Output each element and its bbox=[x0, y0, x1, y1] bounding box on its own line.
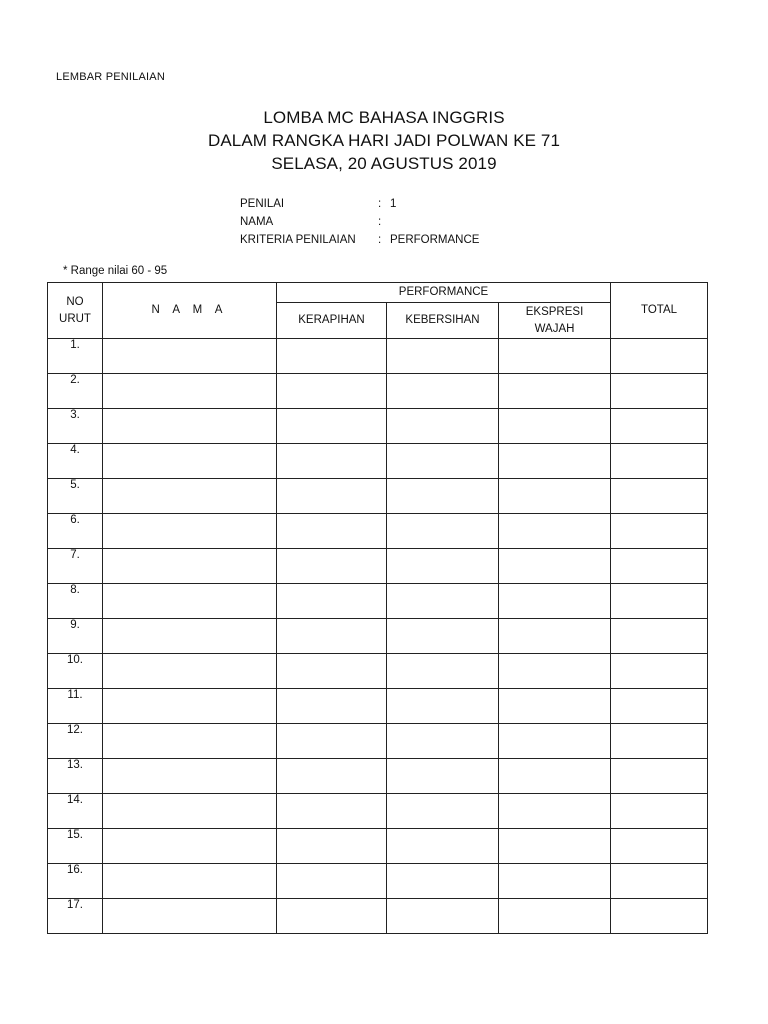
kerapihan-cell[interactable] bbox=[277, 829, 387, 864]
nama-cell[interactable] bbox=[103, 444, 277, 479]
kerapihan-cell[interactable] bbox=[277, 654, 387, 689]
total-cell[interactable] bbox=[611, 724, 708, 759]
kriteria-sep: : bbox=[378, 234, 382, 246]
row-number: 15. bbox=[48, 829, 103, 864]
kebersihan-cell[interactable] bbox=[387, 514, 499, 549]
nama-cell[interactable] bbox=[103, 689, 277, 724]
score-table bbox=[47, 282, 708, 934]
kebersihan-cell[interactable] bbox=[387, 619, 499, 654]
header-total: TOTAL bbox=[611, 283, 708, 339]
row-number: 14. bbox=[48, 794, 103, 829]
ekspresi-wajah-cell[interactable] bbox=[499, 724, 611, 759]
header-nama-label: N A M A bbox=[151, 304, 228, 316]
row-number: 10. bbox=[48, 654, 103, 689]
kebersihan-cell[interactable] bbox=[387, 864, 499, 899]
header-no-urut-line1: NO bbox=[66, 295, 84, 308]
info-row-kriteria bbox=[240, 231, 479, 249]
header-ekspresi-wajah bbox=[499, 303, 611, 339]
nama-cell[interactable] bbox=[103, 759, 277, 794]
header-no-urut bbox=[48, 283, 103, 339]
table-row bbox=[48, 514, 708, 549]
kebersihan-cell[interactable] bbox=[387, 899, 499, 934]
nama-cell[interactable] bbox=[103, 374, 277, 409]
header-nama bbox=[103, 283, 277, 339]
table-row bbox=[48, 829, 708, 864]
row-number: 17. bbox=[48, 899, 103, 934]
kebersihan-cell[interactable] bbox=[387, 794, 499, 829]
total-cell[interactable] bbox=[611, 444, 708, 479]
table-row bbox=[48, 899, 708, 934]
kebersihan-cell[interactable] bbox=[387, 584, 499, 619]
table-row bbox=[48, 619, 708, 654]
ekspresi-wajah-cell[interactable] bbox=[499, 829, 611, 864]
total-cell[interactable] bbox=[611, 759, 708, 794]
kerapihan-cell[interactable] bbox=[277, 899, 387, 934]
title-block bbox=[0, 106, 768, 175]
kerapihan-cell[interactable] bbox=[277, 689, 387, 724]
table-row bbox=[48, 584, 708, 619]
total-cell[interactable] bbox=[611, 339, 708, 374]
ekspresi-wajah-cell[interactable] bbox=[499, 514, 611, 549]
kebersihan-cell[interactable] bbox=[387, 759, 499, 794]
nama-cell[interactable] bbox=[103, 724, 277, 759]
nama-cell[interactable] bbox=[103, 829, 277, 864]
kerapihan-cell[interactable] bbox=[277, 374, 387, 409]
header-no-urut-line2: URUT bbox=[59, 312, 91, 325]
kerapihan-cell[interactable] bbox=[277, 619, 387, 654]
kerapihan-cell[interactable] bbox=[277, 724, 387, 759]
row-number: 5. bbox=[48, 479, 103, 514]
kebersihan-cell[interactable] bbox=[387, 689, 499, 724]
table-row bbox=[48, 759, 708, 794]
kebersihan-cell[interactable] bbox=[387, 479, 499, 514]
table-row bbox=[48, 479, 708, 514]
penilai-sep: : bbox=[378, 198, 382, 210]
range-note: * Range nilai 60 - 95 bbox=[63, 265, 168, 277]
kebersihan-cell[interactable] bbox=[387, 654, 499, 689]
kebersihan-cell[interactable] bbox=[387, 444, 499, 479]
table-row bbox=[48, 724, 708, 759]
kerapihan-cell[interactable] bbox=[277, 549, 387, 584]
title-line-3: SELASA, 20 AGUSTUS 2019 bbox=[271, 154, 497, 173]
kerapihan-cell[interactable] bbox=[277, 864, 387, 899]
ekspresi-wajah-cell[interactable] bbox=[499, 794, 611, 829]
kerapihan-cell[interactable] bbox=[277, 479, 387, 514]
nama-cell[interactable] bbox=[103, 619, 277, 654]
total-cell[interactable] bbox=[611, 409, 708, 444]
title-line-1: LOMBA MC BAHASA INGGRIS bbox=[263, 108, 505, 127]
ekspresi-wajah-cell[interactable] bbox=[499, 549, 611, 584]
ekspresi-wajah-cell[interactable] bbox=[499, 619, 611, 654]
ekspresi-wajah-cell[interactable] bbox=[499, 654, 611, 689]
nama-sep: : bbox=[378, 216, 382, 228]
kerapihan-cell[interactable] bbox=[277, 759, 387, 794]
nama-cell[interactable] bbox=[103, 794, 277, 829]
row-number: 11. bbox=[48, 689, 103, 724]
kebersihan-cell[interactable] bbox=[387, 374, 499, 409]
row-number: 3. bbox=[48, 409, 103, 444]
score-table-body bbox=[48, 339, 708, 934]
table-row bbox=[48, 444, 708, 479]
ekspresi-wajah-cell[interactable] bbox=[499, 689, 611, 724]
row-number: 7. bbox=[48, 549, 103, 584]
ekspresi-wajah-cell[interactable] bbox=[499, 864, 611, 899]
total-cell[interactable] bbox=[611, 829, 708, 864]
row-number: 8. bbox=[48, 584, 103, 619]
kerapihan-cell[interactable] bbox=[277, 584, 387, 619]
total-cell[interactable] bbox=[611, 654, 708, 689]
kerapihan-cell[interactable] bbox=[277, 409, 387, 444]
nama-cell[interactable] bbox=[103, 549, 277, 584]
ekspresi-wajah-cell[interactable] bbox=[499, 444, 611, 479]
kerapihan-cell[interactable] bbox=[277, 794, 387, 829]
nama-cell[interactable] bbox=[103, 584, 277, 619]
row-number: 13. bbox=[48, 759, 103, 794]
total-cell[interactable] bbox=[611, 549, 708, 584]
nama-cell[interactable] bbox=[103, 654, 277, 689]
total-cell[interactable] bbox=[611, 794, 708, 829]
nama-cell[interactable] bbox=[103, 899, 277, 934]
total-cell[interactable] bbox=[611, 689, 708, 724]
table-row bbox=[48, 339, 708, 374]
total-cell[interactable] bbox=[611, 619, 708, 654]
kebersihan-cell[interactable] bbox=[387, 549, 499, 584]
row-number: 9. bbox=[48, 619, 103, 654]
info-row-nama bbox=[240, 213, 479, 231]
table-row bbox=[48, 409, 708, 444]
ekspresi-wajah-cell[interactable] bbox=[499, 409, 611, 444]
row-number: 12. bbox=[48, 724, 103, 759]
kerapihan-cell[interactable] bbox=[277, 514, 387, 549]
info-row-penilai bbox=[240, 195, 479, 213]
total-cell[interactable] bbox=[611, 374, 708, 409]
title-line-2: DALAM RANGKA HARI JADI POLWAN KE 71 bbox=[207, 131, 561, 150]
row-number: 4. bbox=[48, 444, 103, 479]
kebersihan-cell[interactable] bbox=[387, 339, 499, 374]
nama-cell[interactable] bbox=[103, 339, 277, 374]
row-number: 6. bbox=[48, 514, 103, 549]
header-ekspresi-line2: WAJAH bbox=[534, 322, 575, 335]
table-row bbox=[48, 549, 708, 584]
penilai-value: 1 bbox=[390, 198, 397, 210]
ekspresi-wajah-cell[interactable] bbox=[499, 759, 611, 794]
ekspresi-wajah-cell[interactable] bbox=[499, 374, 611, 409]
table-row bbox=[48, 794, 708, 829]
penilai-label: PENILAI bbox=[240, 198, 285, 210]
ekspresi-wajah-cell[interactable] bbox=[499, 899, 611, 934]
kerapihan-cell[interactable] bbox=[277, 339, 387, 374]
row-number: 2. bbox=[48, 374, 103, 409]
kebersihan-cell[interactable] bbox=[387, 724, 499, 759]
total-cell[interactable] bbox=[611, 479, 708, 514]
table-row bbox=[48, 374, 708, 409]
nama-cell[interactable] bbox=[103, 409, 277, 444]
document-label: LEMBAR PENILAIAN bbox=[56, 71, 165, 83]
total-cell[interactable] bbox=[611, 584, 708, 619]
kerapihan-cell[interactable] bbox=[277, 444, 387, 479]
total-cell[interactable] bbox=[611, 514, 708, 549]
kebersihan-cell[interactable] bbox=[387, 409, 499, 444]
nama-cell[interactable] bbox=[103, 479, 277, 514]
header-performance: PERFORMANCE bbox=[277, 283, 611, 303]
total-cell[interactable] bbox=[611, 899, 708, 934]
nama-cell[interactable] bbox=[103, 514, 277, 549]
kriteria-value: PERFORMANCE bbox=[390, 234, 480, 246]
info-block bbox=[240, 195, 479, 249]
table-row bbox=[48, 864, 708, 899]
row-number: 1. bbox=[48, 339, 103, 374]
header-kerapihan: KERAPIHAN bbox=[277, 303, 387, 339]
header-ekspresi-line1: EKSPRESI bbox=[525, 305, 584, 318]
header-kebersihan: KEBERSIHAN bbox=[387, 303, 499, 339]
kriteria-label: KRITERIA PENILAIAN bbox=[240, 234, 356, 246]
row-number: 16. bbox=[48, 864, 103, 899]
ekspresi-wajah-cell[interactable] bbox=[499, 479, 611, 514]
total-cell[interactable] bbox=[611, 864, 708, 899]
nama-cell[interactable] bbox=[103, 864, 277, 899]
kebersihan-cell[interactable] bbox=[387, 829, 499, 864]
table-row bbox=[48, 654, 708, 689]
table-row bbox=[48, 689, 708, 724]
ekspresi-wajah-cell[interactable] bbox=[499, 584, 611, 619]
ekspresi-wajah-cell[interactable] bbox=[499, 339, 611, 374]
nama-label: NAMA bbox=[240, 216, 274, 228]
